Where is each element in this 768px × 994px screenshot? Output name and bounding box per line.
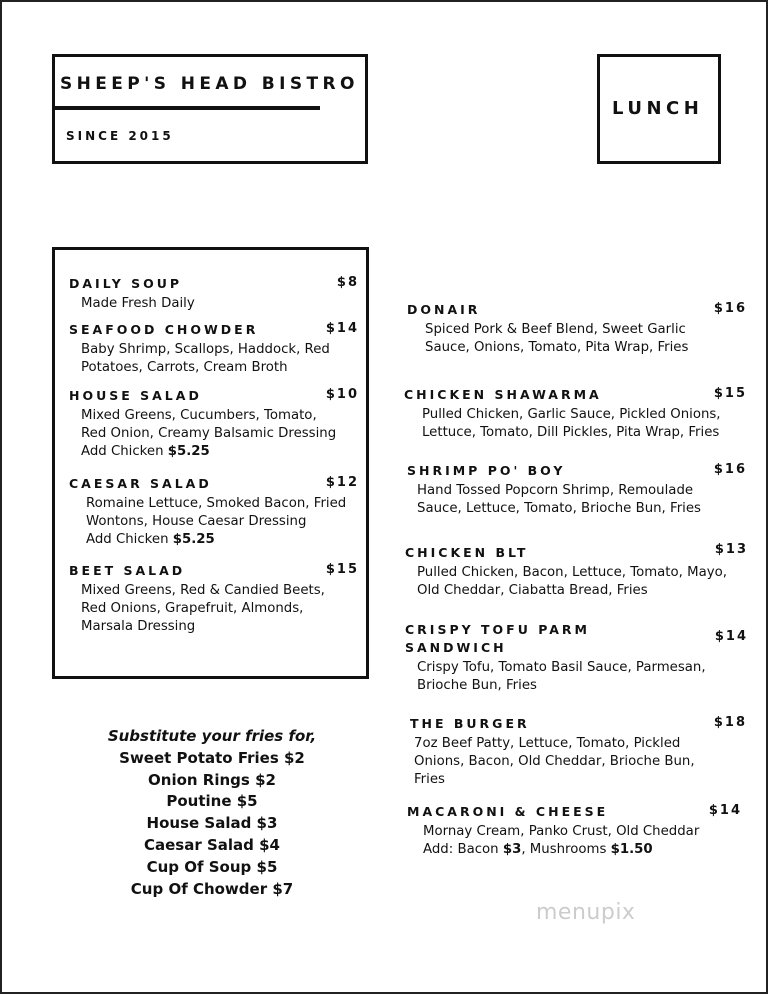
substitute-option: House Salad $3 [146, 814, 278, 833]
item-desc: Mixed Greens, Cucumbers, Tomato, Red Onion, Creamy Balsamic Dressing [81, 408, 337, 441]
menu-item [407, 462, 747, 518]
item-name: HOUSE SALAD [69, 388, 202, 403]
item-name: THE BURGER [410, 716, 530, 731]
item-name: CHICKEN BLT [405, 545, 529, 560]
item-addon [407, 841, 742, 859]
item-price: $15 [713, 386, 747, 401]
addon-price: $3 [502, 842, 522, 857]
menu-item [410, 715, 747, 789]
item-price: $18 [713, 715, 747, 730]
item-price: $15 [325, 562, 359, 577]
item-addon [69, 443, 359, 461]
since-label: SINCE 2015 [66, 129, 174, 143]
item-price: $16 [713, 462, 747, 477]
item-desc: Crispy Tofu, Tomato Basil Sauce, Parmesan, Brioche Bun, Fries [417, 660, 706, 693]
addon-label: Add: Bacon [423, 842, 503, 857]
menu-item [69, 562, 359, 636]
addon-price: $5.25 [172, 532, 215, 547]
item-desc: 7oz Beef Patty, Lettuce, Tomato, Pickled Onions, Bacon, Old Cheddar, Brioche Bun, Fries [414, 736, 695, 787]
addon-label: Add Chicken [86, 532, 173, 547]
addon-label: , Mushrooms [521, 842, 611, 857]
item-name: CHICKEN SHAWARMA [404, 387, 602, 402]
addon-label: Add Chicken [81, 444, 168, 459]
item-price: $14 [714, 629, 748, 644]
item-desc: Made Fresh Daily [81, 296, 195, 311]
restaurant-name: SHEEP'S HEAD BISTRO [60, 74, 359, 94]
item-name: DAILY SOUP [69, 276, 183, 291]
menu-item [407, 301, 747, 357]
item-desc: Baby Shrimp, Scallops, Haddock, Red Potatoes, Carrots, Cream Broth [81, 342, 330, 375]
item-desc: Romaine Lettuce, Smoked Bacon, Fried Wontons, House Caesar Dressing [86, 496, 347, 529]
menu-type-label: LUNCH [612, 98, 704, 119]
item-name: SHRIMP PO' BOY [407, 463, 566, 478]
item-desc: Pulled Chicken, Bacon, Lettuce, Tomato, Mayo, Old Cheddar, Ciabatta Bread, Fries [417, 565, 727, 598]
substitute-option: Sweet Potato Fries $2 [119, 748, 305, 767]
watermark: menupix [536, 900, 636, 925]
menu-item [69, 275, 359, 313]
item-desc: Mornay Cream, Panko Crust, Old Cheddar [423, 824, 700, 839]
menu-item [69, 321, 359, 377]
fries-substitutes [62, 726, 362, 900]
menu-item [405, 621, 748, 695]
menu-item [404, 386, 747, 442]
addon-price: $1.50 [610, 842, 653, 857]
addon-price: $5.25 [167, 444, 210, 459]
menu-item [69, 387, 359, 461]
substitute-option: Cup Of Soup $5 [146, 857, 278, 876]
item-price: $10 [325, 387, 359, 402]
substitute-option: Cup Of Chowder $7 [130, 879, 294, 898]
title-divider [52, 106, 320, 110]
item-price: $14 [325, 321, 359, 336]
menu-item [69, 475, 359, 549]
item-desc: Pulled Chicken, Garlic Sauce, Pickled Onions, Lettuce, Tomato, Dill Pickles, Pita Wrap, Fries [422, 407, 721, 440]
menu-item [405, 544, 748, 600]
substitute-option: Onion Rings $2 [148, 770, 276, 789]
item-name: BEET SALAD [69, 563, 186, 578]
item-name: SEAFOOD CHOWDER [69, 322, 259, 337]
item-name: MACARONI & CHEESE [407, 804, 609, 819]
item-price: $14 [708, 803, 742, 818]
item-price: $13 [714, 542, 748, 557]
item-price: $12 [325, 475, 359, 490]
item-desc: Spiced Pork & Beef Blend, Sweet Garlic Sauce, Onions, Tomato, Pita Wrap, Fries [425, 322, 689, 355]
item-price: $16 [713, 301, 747, 316]
substitute-option: Caesar Salad $4 [144, 835, 280, 854]
item-addon [69, 531, 359, 549]
substitute-option: Poutine $5 [166, 792, 258, 811]
menu-item [407, 803, 742, 859]
item-price: $8 [336, 275, 359, 290]
item-name: CAESAR SALAD [69, 476, 212, 491]
item-desc: Hand Tossed Popcorn Shrimp, Remoulade Sauce, Lettuce, Tomato, Brioche Bun, Fries [417, 483, 701, 516]
item-desc: Mixed Greens, Red & Candied Beets, Red Onions, Grapefruit, Almonds, Marsala Dressing [81, 583, 325, 634]
item-name: DONAIR [407, 302, 481, 317]
substitutes-heading: Substitute your fries for, [107, 727, 317, 745]
item-name: CRISPY TOFU PARM SANDWICH [405, 622, 590, 655]
